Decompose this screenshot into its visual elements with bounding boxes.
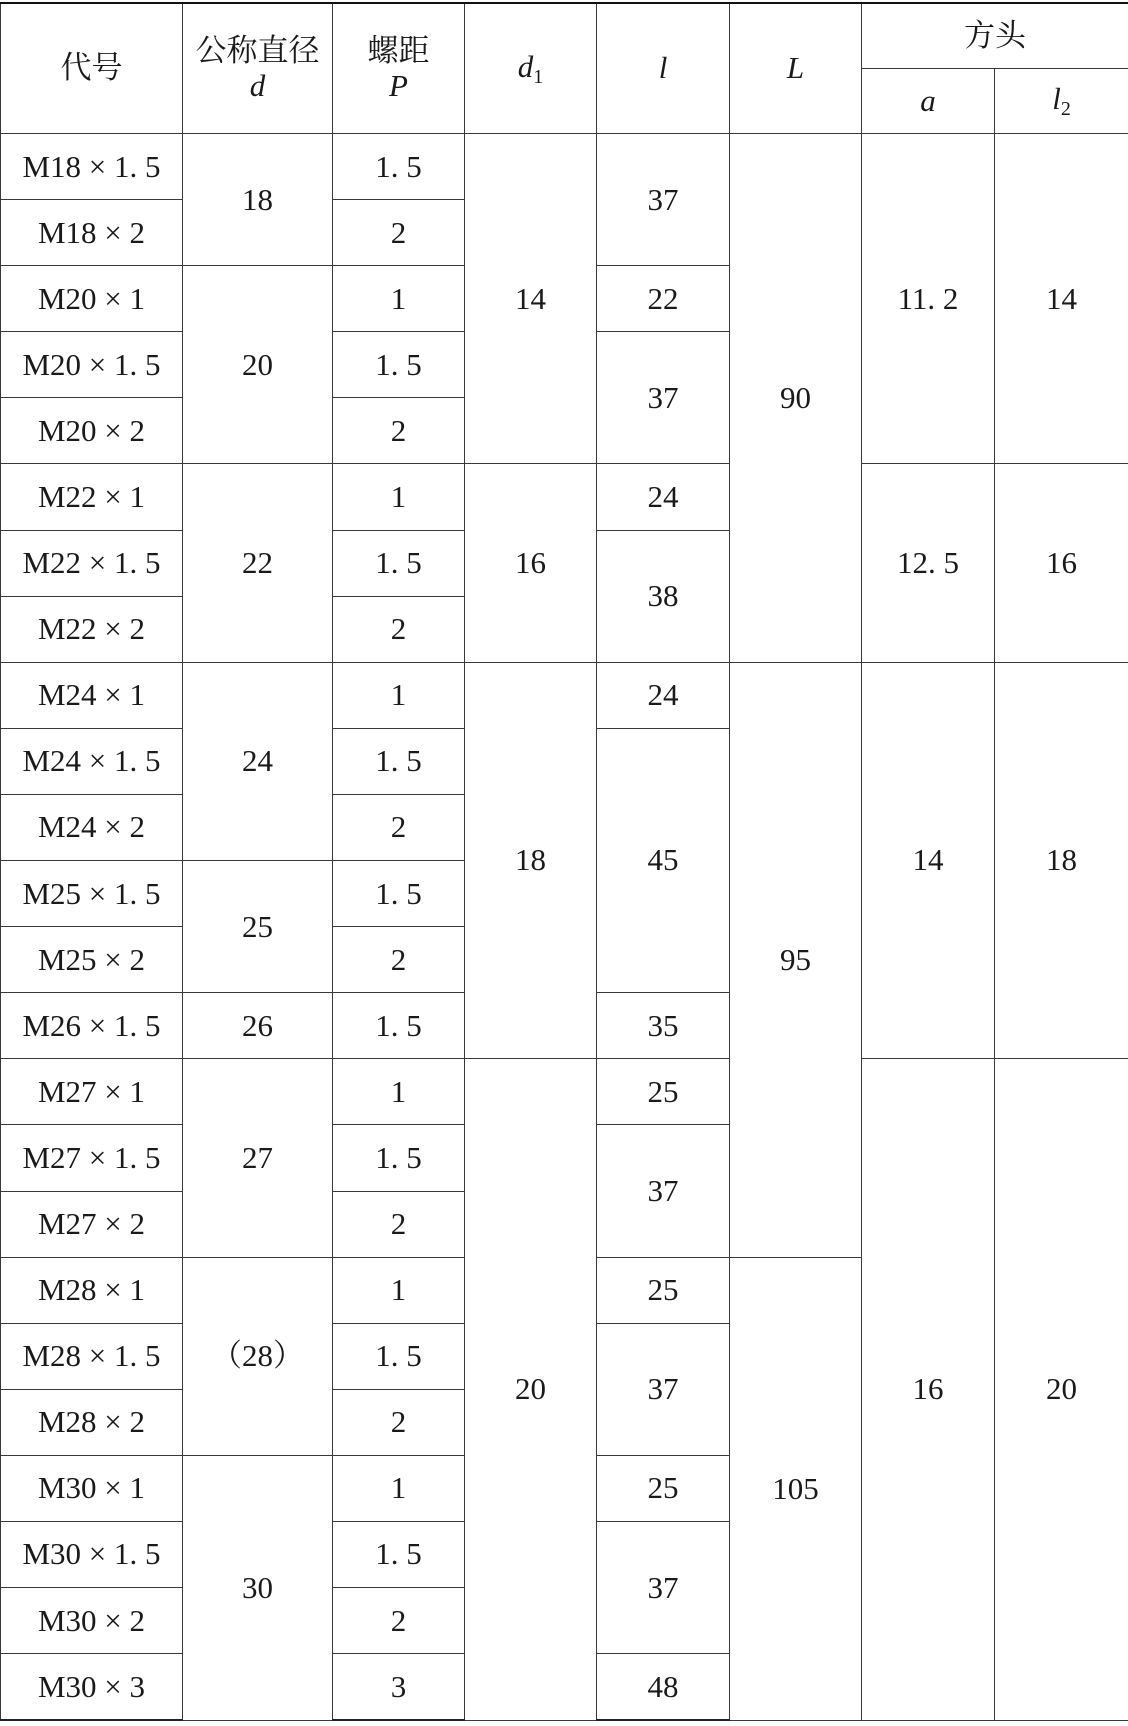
header-d1-base: d [517, 48, 534, 84]
cell-code: M27 × 1. 5 [1, 1125, 183, 1191]
cell-code: M30 × 1 [1, 1455, 183, 1521]
cell-nominal-d: 26 [183, 993, 333, 1059]
cell-d1: 14 [465, 134, 597, 464]
cell-l: 37 [597, 134, 730, 266]
cell-pitch: 1 [333, 1257, 465, 1323]
header-l2-sub: 2 [1060, 98, 1071, 120]
cell-code: M20 × 1 [1, 266, 183, 332]
cell-l: 25 [597, 1455, 730, 1521]
header-pitch [333, 3, 465, 134]
cell-pitch: 1. 5 [333, 993, 465, 1059]
cell-code: M28 × 1. 5 [1, 1323, 183, 1389]
cell-l: 45 [597, 728, 730, 992]
cell-a: 12. 5 [862, 464, 995, 662]
cell-code: M28 × 2 [1, 1389, 183, 1455]
thread-spec-table [0, 2, 1128, 1721]
header-nominal-diameter-symbol: d [249, 67, 266, 103]
cell-l2: 18 [995, 662, 1128, 1059]
cell-l: 35 [597, 993, 730, 1059]
cell-nominal-d: （28） [183, 1257, 333, 1455]
cell-pitch: 1. 5 [333, 1323, 465, 1389]
cell-code: M25 × 2 [1, 927, 183, 993]
cell-l: 24 [597, 464, 730, 530]
cell-l2: 20 [995, 1059, 1128, 1720]
header-l2 [995, 69, 1128, 134]
header-d1-sub: 1 [533, 65, 544, 88]
table-row [1, 464, 1128, 530]
cell-nominal-d: 18 [183, 134, 333, 266]
cell-nominal-d: 22 [183, 464, 333, 662]
cell-code: M22 × 1. 5 [1, 530, 183, 596]
cell-pitch: 1. 5 [333, 332, 465, 398]
cell-code: M30 × 3 [1, 1654, 183, 1721]
cell-l2: 16 [995, 464, 1128, 662]
cell-d1: 16 [465, 464, 597, 662]
cell-a: 14 [862, 662, 995, 1059]
cell-pitch: 1. 5 [333, 728, 465, 794]
cell-code: M28 × 1 [1, 1257, 183, 1323]
cell-code: M22 × 1 [1, 464, 183, 530]
cell-code: M18 × 2 [1, 200, 183, 266]
cell-a: 16 [862, 1059, 995, 1720]
cell-a: 11. 2 [862, 134, 995, 464]
header-nominal-diameter [183, 3, 333, 134]
cell-code: M20 × 2 [1, 398, 183, 464]
cell-nominal-d: 27 [183, 1059, 333, 1257]
cell-l: 37 [597, 1323, 730, 1455]
cell-code: M26 × 1. 5 [1, 993, 183, 1059]
cell-pitch: 2 [333, 596, 465, 662]
cell-nominal-d: 25 [183, 861, 333, 993]
table-row [1, 1059, 1128, 1125]
cell-l: 37 [597, 332, 730, 464]
cell-l: 24 [597, 662, 730, 728]
header-nominal-diameter-label: 公称直径 [195, 33, 320, 69]
header-pitch-symbol: P [389, 67, 408, 103]
cell-code: M25 × 1. 5 [1, 861, 183, 927]
cell-l: 37 [597, 1521, 730, 1653]
cell-pitch: 2 [333, 1191, 465, 1257]
cell-l: 37 [597, 1125, 730, 1257]
header-L: L [730, 3, 862, 134]
cell-pitch: 2 [333, 927, 465, 993]
header-l: l [597, 3, 730, 134]
cell-l: 48 [597, 1654, 730, 1721]
cell-nominal-d: 24 [183, 662, 333, 860]
cell-pitch: 1 [333, 1059, 465, 1125]
cell-l: 25 [597, 1257, 730, 1323]
cell-l: 25 [597, 1059, 730, 1125]
header-square-head: 方头 [862, 3, 1128, 69]
cell-pitch: 2 [333, 200, 465, 266]
cell-pitch: 2 [333, 1389, 465, 1455]
cell-code: M24 × 1. 5 [1, 728, 183, 794]
cell-L: 105 [730, 1257, 862, 1720]
cell-d1: 20 [465, 1059, 597, 1720]
cell-L: 90 [730, 134, 862, 663]
header-l2-base: l [1052, 81, 1061, 116]
cell-l: 22 [597, 266, 730, 332]
cell-pitch: 1. 5 [333, 861, 465, 927]
cell-code: M27 × 2 [1, 1191, 183, 1257]
cell-pitch: 2 [333, 794, 465, 860]
cell-code: M18 × 1. 5 [1, 134, 183, 200]
table-row [1, 662, 1128, 728]
cell-code: M30 × 1. 5 [1, 1521, 183, 1587]
cell-pitch: 1 [333, 266, 465, 332]
cell-pitch: 1. 5 [333, 1125, 465, 1191]
cell-pitch: 1 [333, 1455, 465, 1521]
cell-pitch: 1 [333, 464, 465, 530]
cell-code: M22 × 2 [1, 596, 183, 662]
header-pitch-label: 螺距 [367, 33, 430, 69]
cell-code: M30 × 2 [1, 1588, 183, 1654]
header-a: a [862, 69, 995, 134]
cell-L: 95 [730, 662, 862, 1257]
cell-l: 38 [597, 530, 730, 662]
header-d1 [465, 3, 597, 134]
cell-pitch: 3 [333, 1654, 465, 1721]
cell-pitch: 1. 5 [333, 530, 465, 596]
cell-code: M24 × 1 [1, 662, 183, 728]
cell-pitch: 1 [333, 662, 465, 728]
cell-pitch: 1. 5 [333, 134, 465, 200]
cell-l2: 14 [995, 134, 1128, 464]
cell-code: M20 × 1. 5 [1, 332, 183, 398]
cell-code: M27 × 1 [1, 1059, 183, 1125]
header-code: 代号 [1, 3, 183, 134]
cell-nominal-d: 30 [183, 1455, 333, 1720]
cell-code: M24 × 2 [1, 794, 183, 860]
cell-pitch: 2 [333, 1588, 465, 1654]
cell-d1: 18 [465, 662, 597, 1059]
cell-pitch: 2 [333, 398, 465, 464]
cell-pitch: 1. 5 [333, 1521, 465, 1587]
table-row [1, 134, 1128, 200]
cell-nominal-d: 20 [183, 266, 333, 464]
